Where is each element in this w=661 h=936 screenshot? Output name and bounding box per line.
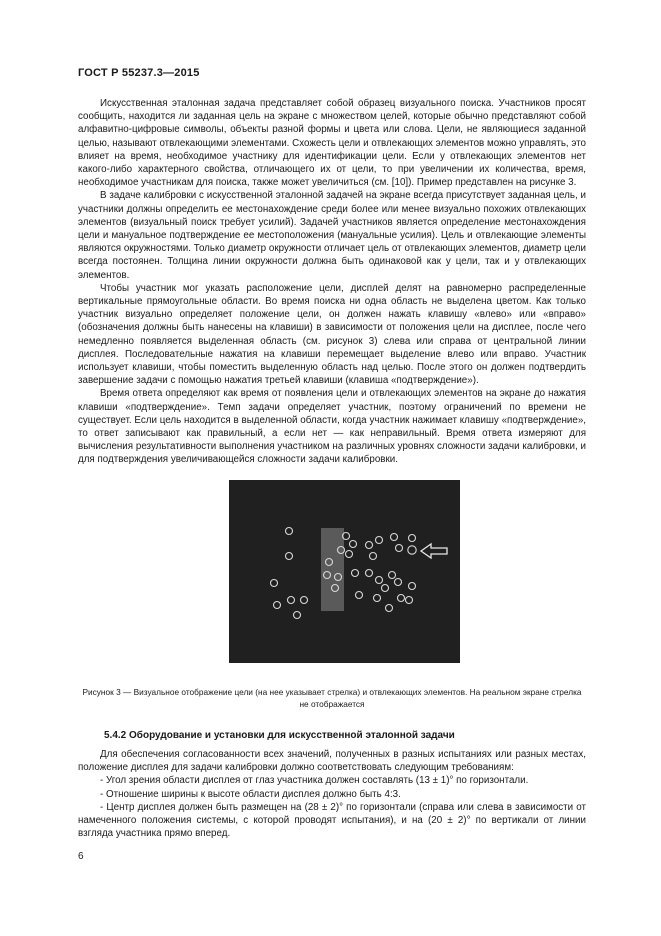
- page-number: 6: [78, 851, 84, 862]
- requirement-item: - Отношение ширины к высоте области дисплея должно быть 4:3.: [100, 788, 401, 800]
- section-heading: 5.4.2 Оборудование и установки для искусственной эталонной задачи: [104, 730, 455, 741]
- paragraph-3: Чтобы участник мог указать расположение цели, дисплей делят на равномерно распределенные вертикальные прямоугольные области. Во время поиска ни одна область не выделена цветом. Как только участник визуально определяет положение цели, он должен нажать клавишу «влево» или «вправо» (обозначения должны быть нанесены на клавиши) в зависимости от положения цели на дисплее, после чего немедленно появляется выделенная область (см. рисунок 3) слева или справа от центральной линии дисплея. Последовательные нажатия на клавиши перемещает выделение влево или вправо. Участник использует клавиши, чтобы поместить выделенную область над целью. После этого он должен подтвердить завершение задачи с помощью нажатия третьей клавиши (клавиша «подтверждение»).: [78, 282, 586, 387]
- paragraph-2: В задаче калибровки с искусственной эталонной задачей на экране всегда присутствует заданная цель, и участники должны определить ее местонахождение среди более или менее визуально похожих отвлекающих элементов (визуальный поиск требует усилий). Задачей участников является определение местонахождения цели и мануальное подтверждение ее местоположения (мануальные усилия). Цель и отвлекающие элементы являются окружностями. Только диаметр окружности отличает цель от отвлекающих элементов, диаметр цели всегда постоянен. Толщина линии окружности должна быть одинаковой как у цели, так и у отвлекающих элементов.: [78, 190, 586, 281]
- requirement-item: - Угол зрения области дисплея от глаз участника должен составлять (13 ± 1)° по горизонтали.: [100, 775, 529, 787]
- figure-caption: Рисунок 3 — Визуальное отображение цели (на нее указывает стрелка) и отвлекающих элементов. На реальном экране стрелка не отображается: [82, 687, 582, 709]
- section-body: [78, 748, 586, 840]
- section-paragraph: Для обеспечения согласованности всех значений, полученных в разных испытаниях или разных местах, положение дисплея для задачи калибровки должно соответствовать следующим требованиям:: [78, 749, 586, 774]
- visual-search-stimulus: [229, 480, 460, 663]
- paragraph-1: Искусственная эталонная задача представляет собой образец визуального поиска. Участников просят сообщить, находится ли заданная цель на экране с множеством целей, которые обычно представляют собой алфавитно-цифровые символы, объекты разной формы и цвета или слова. Цели, не являющиеся заданной целью, называют отвлекающими элементами. Схожесть цели и отвлекающих элементов можно управлять, это влияет на время, необходимое участнику для идентификации цели. Если у отвлекающих элементов нет какого-либо характерного свойства, отличающего их от цели, то при увеличении их количества, время, необходимое участникам для поиска, также может увеличиться (см. [10]). Пример представлен на рисунке 3.: [78, 98, 586, 189]
- highlighted-region: [321, 528, 344, 611]
- paragraph-4: Время ответа определяют как время от появления цели и отвлекающих элементов на экране до нажатия клавиши «подтверждение». Темп задачи определяет участник, поэтому ограничений по времени не существует. Если цель находится в выделенной области, когда участник нажимает клавишу «подтверждение», то ответ записывают как правильный, а если нет — как неправильный. Время ответа измеряют для вычисления результативности выполнения участником на различных уровнях сложности задачи калибровки, и для подтверждения увеличивающейся сложности задачи калибровки.: [78, 388, 586, 466]
- requirement-item: - Центр дисплея должен быть размещен на (28 ± 2)° по горизонтали (справа или слева в зависимости от намеченного положения системы, с которой проводят испытания), и на (20 ± 2)° по вертикали от линии взгляда участника прямо вперед.: [78, 801, 586, 840]
- figure-visual-search-display: [229, 480, 460, 663]
- document-header: ГОСТ Р 55237.3—2015: [78, 67, 200, 79]
- body-text: [78, 97, 586, 467]
